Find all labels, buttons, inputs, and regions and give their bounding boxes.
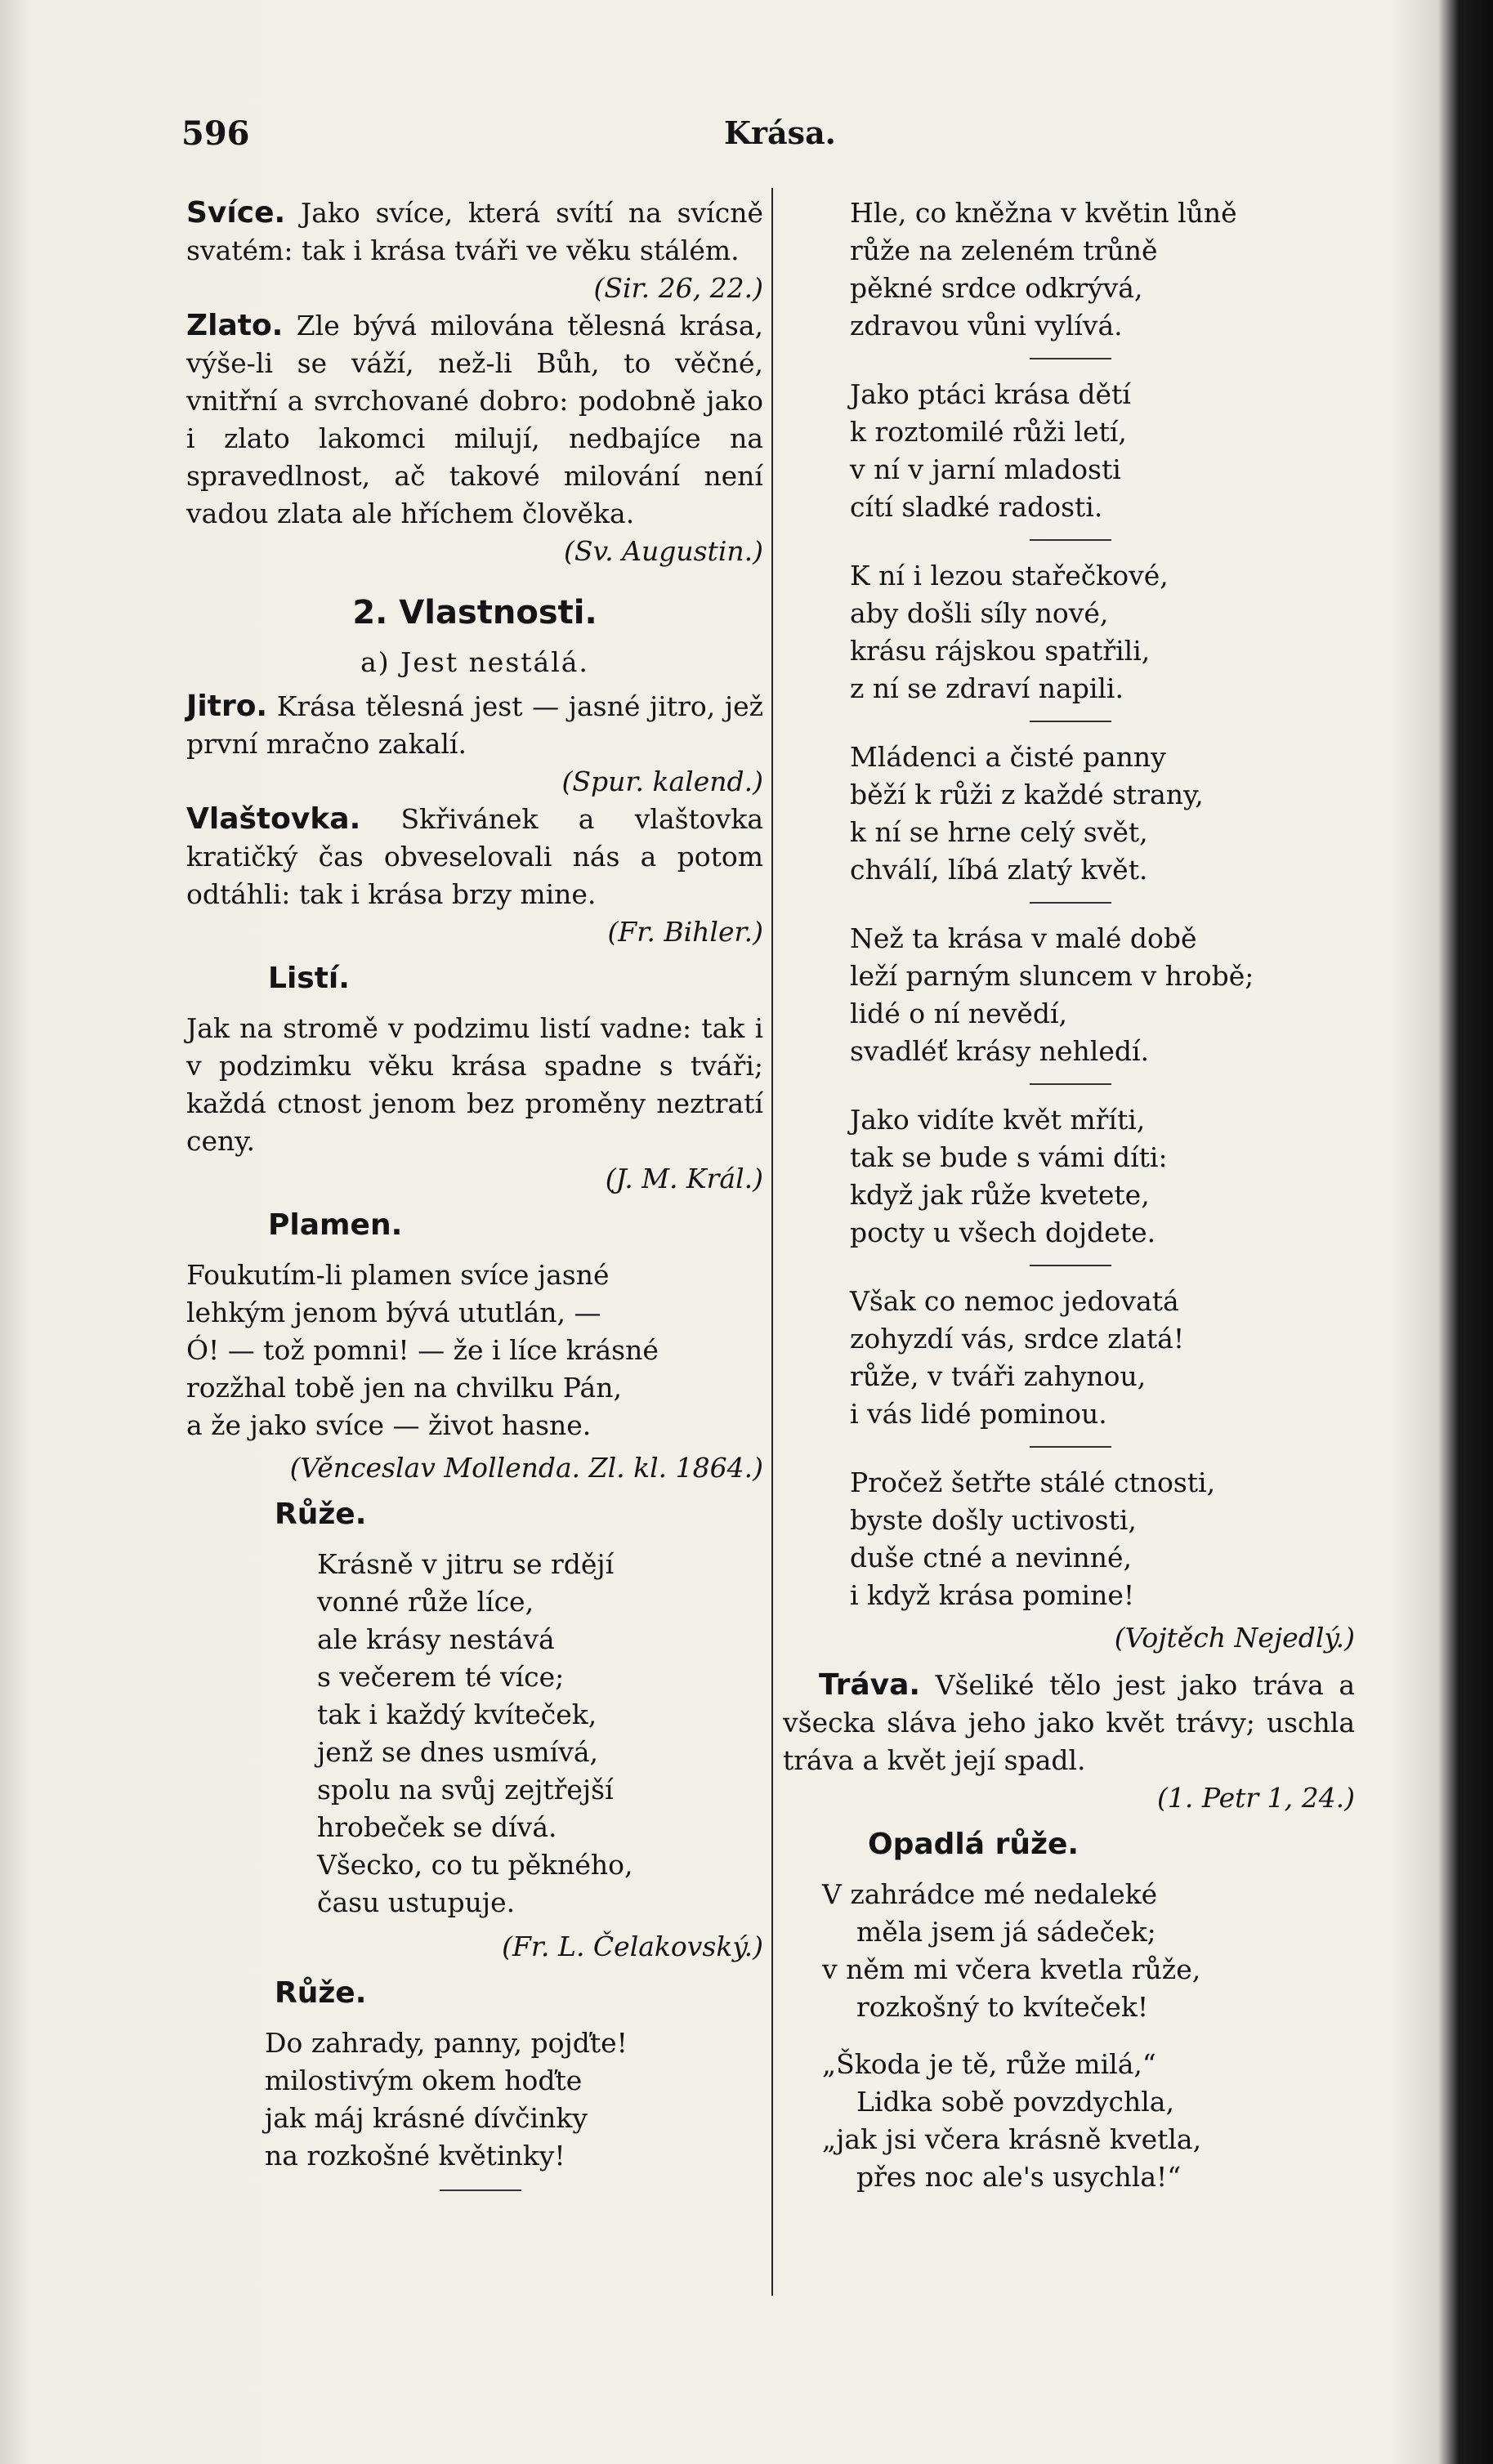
poem-line: zohyzdí vás, srdce zlatá!	[850, 1323, 1185, 1355]
poem-line: když jak růže kvetete,	[850, 1179, 1150, 1211]
entry-listi: Jak na stromě v podzimu listí vadne: tak i v podzimku věku krása spadne s tváři; každá ctnost jenom bez proměny neztratí ceny.	[186, 1012, 763, 1157]
column-divider	[771, 188, 773, 2296]
poem-stanza	[850, 920, 1355, 1070]
poem-line: a že jako svíce — život hasne.	[186, 1409, 592, 1441]
poem-line: zdravou vůni vylívá.	[850, 310, 1123, 341]
poem-line: lehkým jenom bývá ututlán, —	[186, 1297, 601, 1328]
source-citation: (Sv. Augustin.)	[563, 535, 763, 567]
poem-line: času ustupuje.	[317, 1886, 516, 1918]
stanza-rule	[1030, 539, 1111, 541]
stanza-rule	[1030, 1446, 1111, 1448]
stanza-rule	[1030, 721, 1111, 722]
poem-line: jenž se dnes usmívá,	[317, 1736, 599, 1768]
entry-jitro	[186, 688, 763, 763]
entry-trava	[783, 1667, 1355, 1779]
poem-line: Jako ptáci krása dětí	[850, 378, 1131, 410]
poem-line: Hle, co kněžna v květin lůně	[850, 197, 1237, 229]
entry-head: Vlaštovka.	[186, 802, 361, 836]
poem-line: lidé o ní nevědí,	[850, 998, 1068, 1029]
source-citation: (Spur. kalend.)	[561, 766, 763, 797]
poem-stanzas	[783, 194, 1355, 1614]
entry-text: Zle bývá milována tělesná krása, výše-li se váží, než-li Bůh, to věčné, vnitřní a svrchované dobro: podobně jako i zlato lakomci milují, nedbajíce na spravedlnost, ač takové milování není vadou zlata ale hříchem člověka.	[186, 310, 763, 529]
poem-line: spolu na svůj zejtřejší	[317, 1774, 614, 1806]
entry-head: Svíce.	[186, 196, 286, 230]
poem-stanza	[850, 739, 1355, 889]
poem-title: Listí.	[268, 962, 350, 995]
poem-line: Než ta krása v malé době	[850, 922, 1197, 954]
poem-line: Do zahrady, panny, pojďte!	[265, 2027, 628, 2059]
source-citation: (Fr. Bihler.)	[607, 916, 763, 948]
poem-ruze	[186, 1546, 763, 1922]
poem-line: byste došly uctivosti,	[850, 1504, 1137, 1536]
entry-vlastovka	[186, 801, 763, 913]
poem-line: cítí sladké radosti.	[850, 491, 1103, 523]
running-title: Krása.	[724, 114, 836, 151]
poem-line: z ní se zdraví napili.	[850, 672, 1124, 704]
poem-line: milostivým okem hoďte	[265, 2064, 583, 2096]
poem-line: Mládenci a čisté panny	[850, 741, 1166, 773]
poem-line: K ní i lezou stařečkové,	[850, 560, 1169, 591]
poem-line: v něm mi včera kvetla růže,	[822, 1953, 1201, 1985]
poem-title: Plamen.	[268, 1208, 403, 1242]
source-citation: (Fr. L. Čelakovský.)	[502, 1931, 763, 1962]
poem-line: Lidka sobě povzdychla,	[856, 2086, 1174, 2118]
page-number: 596	[181, 114, 250, 153]
right-column	[783, 194, 1355, 2196]
entry-zlato	[186, 307, 763, 533]
poem-line: aby došli síly nové,	[850, 597, 1109, 629]
poem-line: i vás lidé pominou.	[850, 1398, 1107, 1430]
poem-line: rozkošný to kvíteček!	[856, 1991, 1149, 2023]
source-citation: (1. Petr 1, 24.)	[1157, 1782, 1355, 1814]
poem-line: duše ctné a nevinné,	[850, 1542, 1133, 1573]
poem-line: krásu rájskou spatřili,	[850, 635, 1151, 667]
stanza-rule	[1030, 902, 1111, 904]
poem-line: vonné růže líce,	[317, 1586, 534, 1618]
poem-line: i když krása pomine!	[850, 1579, 1135, 1611]
stanza-rule	[1030, 358, 1111, 359]
entry-svice	[186, 194, 763, 270]
poem-stanza	[850, 1101, 1355, 1252]
poem-line: Pročež šetřte stálé ctnosti,	[850, 1466, 1216, 1498]
stanza-rule	[440, 2189, 521, 2191]
poem-line: leží parným sluncem v hrobě;	[850, 960, 1254, 992]
poem-line: ale krásy nestává	[317, 1623, 555, 1655]
source-citation: (J. M. Král.)	[605, 1163, 763, 1194]
poem-title: Růže.	[275, 1498, 367, 1531]
entry-head: Zlato.	[186, 309, 284, 342]
poem-line: přes noc ale's usychla!“	[856, 2161, 1182, 2193]
subsection-heading: a) Jest nestálá.	[360, 646, 589, 678]
poem-line: v ní v jarní mladosti	[850, 453, 1121, 485]
entry-head: Jitro.	[186, 690, 268, 723]
poem-plamen	[186, 1257, 763, 1444]
poem-line: chválí, líbá zlatý květ.	[850, 854, 1148, 886]
poem-line: na rozkošné květinky!	[265, 2140, 565, 2172]
poem-line: růže na zeleném trůně	[850, 234, 1158, 266]
poem-opadla-stanza-1	[783, 1876, 1355, 2026]
poem-stanza	[850, 376, 1355, 526]
poem-line: měla jsem já sádeček;	[856, 1916, 1156, 1948]
poem-line: Všecko, co tu pěkného,	[317, 1849, 633, 1881]
poem-line: „jak jsi včera krásně kvetla,	[822, 2123, 1202, 2155]
poem-stanza	[850, 1464, 1355, 1614]
poem-line: svadléť krásy nehledí.	[850, 1035, 1150, 1067]
poem-line: hrobeček se dívá.	[317, 1811, 557, 1843]
section-heading: 2. Vlastnosti.	[352, 594, 597, 632]
poem-line: k ní se hrne celý svět,	[850, 816, 1148, 848]
poem-line: s večerem té více;	[317, 1661, 565, 1693]
poem-line: rozžhal tobě jen na chvilku Pán,	[186, 1372, 622, 1404]
poem-line: Foukutím-li plamen svíce jasné	[186, 1259, 610, 1291]
entry-text: Skřivánek a vlaštovka kratičký čas obveselovali nás a potom odtáhli: tak i krása brzy mine.	[186, 803, 763, 910]
poem-line: růže, v tváři zahynou,	[850, 1360, 1147, 1392]
poem-line: tak i každý kvíteček,	[317, 1698, 597, 1730]
entry-text: Všeliké tělo jest jako tráva a všecka sláva jeho jako květ trávy; uschla tráva a květ její spadl.	[783, 1669, 1355, 1776]
poem-stanza	[850, 194, 1355, 345]
poem-line: Ó! — tož pomni! — že i líce krásné	[186, 1334, 659, 1366]
poem-line: Jako vidíte květ mříti,	[850, 1104, 1146, 1136]
source-citation: (Sir. 26, 22.)	[593, 272, 763, 304]
poem-line: jak máj krásné dívčinky	[265, 2102, 588, 2134]
source-citation: (Věnceslav Mollenda. Zl. kl. 1864.)	[289, 1452, 763, 1484]
poem-line: tak se bude s vámi díti:	[850, 1141, 1168, 1173]
poem-title: Růže.	[275, 1976, 367, 2010]
poem-stanza	[850, 557, 1355, 708]
stanza-rule	[1030, 1083, 1111, 1085]
stanza-rule	[1030, 1265, 1111, 1266]
poem-title: Opadlá růže.	[868, 1828, 1080, 1861]
poem-opadla-stanza-2	[783, 2046, 1355, 2196]
poem-line: běží k růži z každé strany,	[850, 779, 1204, 810]
source-citation: (Vojtěch Nejedlý.)	[1114, 1622, 1355, 1654]
poem-line: Krásně v jitru se rdějí	[317, 1548, 615, 1580]
poem-line: Však co nemoc jedovatá	[850, 1285, 1179, 1317]
entry-text: Krása tělesná jest — jasné jitro, jež první mračno zakalí.	[186, 690, 763, 760]
poem-line: „Škoda je tě, růže milá,“	[822, 2048, 1156, 2080]
poem-stanza	[850, 1283, 1355, 1433]
poem-line: k roztomilé růži letí,	[850, 416, 1127, 448]
poem-line: V zahrádce mé nedaleké	[822, 1878, 1158, 1910]
poem-line: pěkné srdce odkrývá,	[850, 272, 1143, 304]
poem-line: pocty u všech dojdete.	[850, 1216, 1156, 1248]
poem-ruze-2	[186, 2024, 763, 2175]
left-column	[186, 194, 763, 2209]
entry-text: Jako svíce, která svítí na svícně svatém: tak i krása tváři ve věku stálém.	[186, 197, 763, 266]
entry-head: Tráva.	[819, 1668, 921, 1702]
